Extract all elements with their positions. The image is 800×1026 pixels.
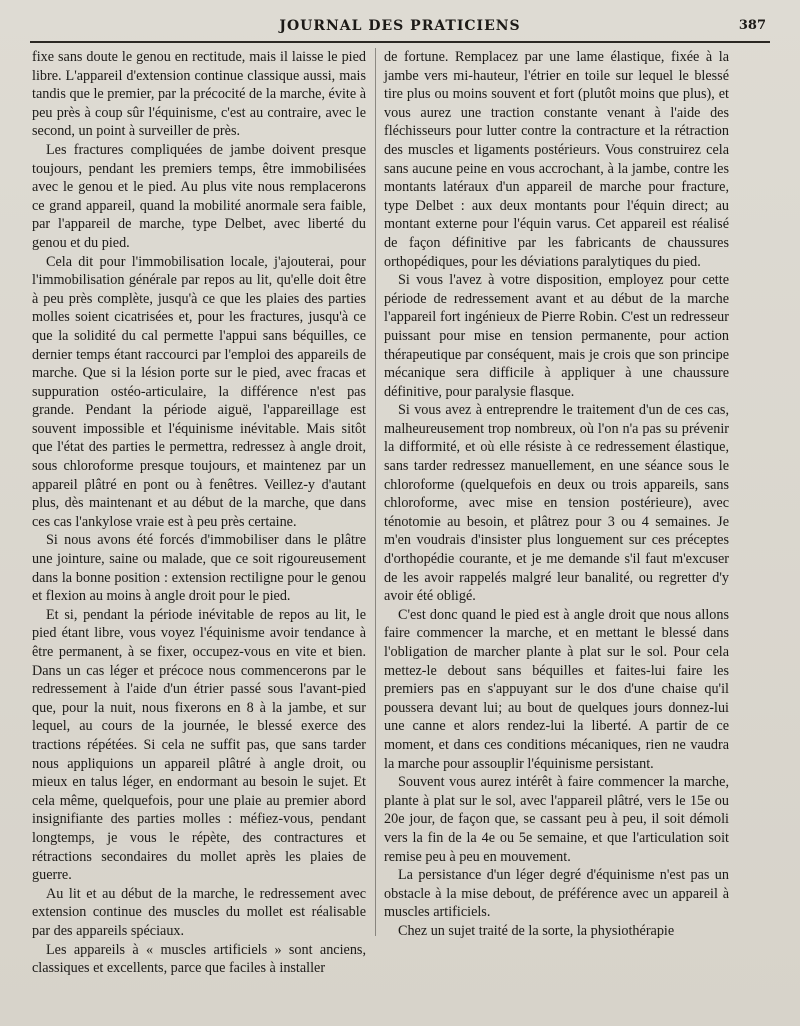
- paragraph: Cela dit pour l'immobilisation locale, j'ajouterai, pour l'immobilisation générale par repos au lit, qu'elle doit être à peu près complète, jusqu'à ce que les plaies des parties molles soient cicatrisées et, pour les fractures, jusqu'à ce que la solidité du cal permette l'appui sans béquilles, ce dernier temps étant raccourci par l'emploi des appareils de marche. Que si la lésion porte sur le pied, avec fracas et suppuration ostéo-articulaire, la différence n'est pas grande. Pendant la période aiguë, l'appareillage est souvent impossible et l'équinisme inévitable. Mais sitôt que l'état des parties le permettra, redressez à angle droit, sous chloroforme presque toujours, et maintenez par un appareil plâtré en pont ou à fenêtres. Veillez-y d'autant plus, dès maintenant et au début de la marche, que dans ces cas l'ankylose vraie est à peu près certaine.: [32, 253, 366, 530]
- paragraph: La persistance d'un léger degré d'équinisme n'est pas un obstacle à la mise debout, de préférence avec un appareil à muscles artificiels.: [384, 867, 729, 921]
- column-divider: [375, 48, 376, 936]
- right-column: [384, 48, 729, 956]
- paragraph: Si nous avons été forcés d'immobiliser dans le plâtre une jointure, saine ou malade, que ce soit rigoureusement dans la bonne position : extension rectiligne pour le genou et flexion au moins à angle droit pour le pied.: [32, 532, 366, 605]
- header-rule: [30, 41, 770, 43]
- running-title: JOURNAL DES PRATICIENS: [279, 18, 521, 34]
- paragraph: Si vous l'avez à votre disposition, employez pour cette période de redressement avant et au début de la marche l'appareil fort ingénieux de Pierre Robin. C'est un redresseur puissant pour mise en tension permanente, pour action thérapeutique par conséquent, mais je crois que son principe mécanique sera difficile à appliquer à une chaussure définitive, pour paralysie flasque.: [384, 272, 729, 400]
- paragraph: Les fractures compliquées de jambe doivent presque toujours, pendant les premiers temps, être immobilisées avec le genou et le pied. Au plus vite nous remplacerons ce grand appareil, quand la mobilité anormale sera faible, par l'appareil de marche, type Delbet, avec liberté du genou et du pied.: [32, 141, 366, 251]
- paragraph: de fortune. Remplacez par une lame élastique, fixée à la jambe vers mi-hauteur, l'étrier en toile sur lequel le blessé tire plus ou moins souvent et fort (plutôt moins que plus), et vous aurez une traction constante venant à l'aide des fléchisseurs pour lutter contre la contracture et la rétraction des muscles et ligaments postérieurs. Vous construirez cela sans aucune peine en vous accrochant, à la jambe, contre les montants latéraux d'un appareil de marche pour fracture, type Delbet : aux deux montants pour l'équin direct; au montant externe pour l'équin varus. Cet appareil est réalisé de façon définitive par les fabricants de chaussures orthopédiques, pour les déviations paralytiques du pied.: [384, 49, 729, 270]
- paragraph: C'est donc quand le pied est à angle droit que nous allons faire commencer la marche, et en mettant le blessé dans l'obligation de marcher plante à plat sur le sol. Pour cela mettez-le debout sans béquilles et faites-lui faire les premiers pas en s'appuyant sur le dos d'une chaise qu'il poussera devant lui; au bout de quelques jours donnez-lui une canne et alors rendez-lui la liberté. A partir de ce moment, et dans ces conditions mécaniques, rien ne vaudra la marche pour assouplir l'équinisme persistant.: [384, 606, 729, 772]
- paragraph: Au lit et au début de la marche, le redressement avec extension continue des muscles du mollet est réalisable par des appareils spéciaux.: [32, 885, 366, 939]
- paragraph: Et si, pendant la période inévitable de repos au lit, le pied étant libre, vous voyez l'équinisme avoir tendance à être permanent, à se fixer, occupez-vous en vite et bien. Dans un cas léger et précoce nous commencerons par le redressement à l'aide d'un étrier passé sous l'avant-pied que, pour la nuit, nous fixerons en 8 à la jambe, et sur lequel, au cours de la journée, le blessé exerce des tractions répétées. Si cela ne suffit pas, que sans tarder nous appliquions un appareil plâtré à angle droit, ou mieux en talus léger, en endormant au besoin le sujet. Et cela même, quelquefois, pour une plaie au premier abord insignifiante des parties molles : méfiez-vous, pendant longtemps, je vous le répète, des contractures et rétractions secondaires du mollet après les plaies de guerre.: [32, 606, 366, 884]
- paragraph: Souvent vous aurez intérêt à faire commencer la marche, plante à plat sur le sol, avec l'appareil plâtré, vers le 15e ou 20e jour, de façon que, se cassant peu à peu, il soit démoli vers la fin de la 4e ou 5e semaine, et que l'articulation soit remise peu à peu en mouvement.: [384, 774, 729, 865]
- page-number: 387: [738, 18, 766, 33]
- paragraph: fixe sans doute le genou en rectitude, mais il laisse le pied libre. L'appareil d'extension continue classique aussi, mais tandis que le premier, par la précocité de la marche, évite à peu près à coup sûr l'équinisme, c'est au contraire, avec le second, un point à surveiller de près.: [32, 49, 366, 140]
- left-column: [32, 48, 366, 977]
- page-header: [30, 12, 770, 38]
- paragraph: Les appareils à « muscles artificiels » sont anciens, classiques et excellents, parce que faciles à installer: [32, 941, 366, 977]
- paragraph: Chez un sujet traité de la sorte, la physiothérapie: [398, 922, 675, 939]
- paragraph: Si vous avez à entreprendre le traitement d'un de ces cas, malheureusement trop nombreux, où l'on n'a pas su prévenir la difformité, et où elle résiste à ce redressement élastique, sans tarder redressez manuellement, en une séance sous le chloroforme (quelquefois en deux ou trois appareils, sans chloroforme, avec mise en tension postérieure), avec ténotomie au besoin, et plâtrez pour 3 ou 4 semaines. Je m'en voudrais d'insister plus longuement sur ces préceptes d'orthopédie courante, et je me demande s'il faut m'excuser de les avoir rappelés malgré leur banalité, ou regretter d'y avoir été obligé.: [384, 402, 729, 605]
